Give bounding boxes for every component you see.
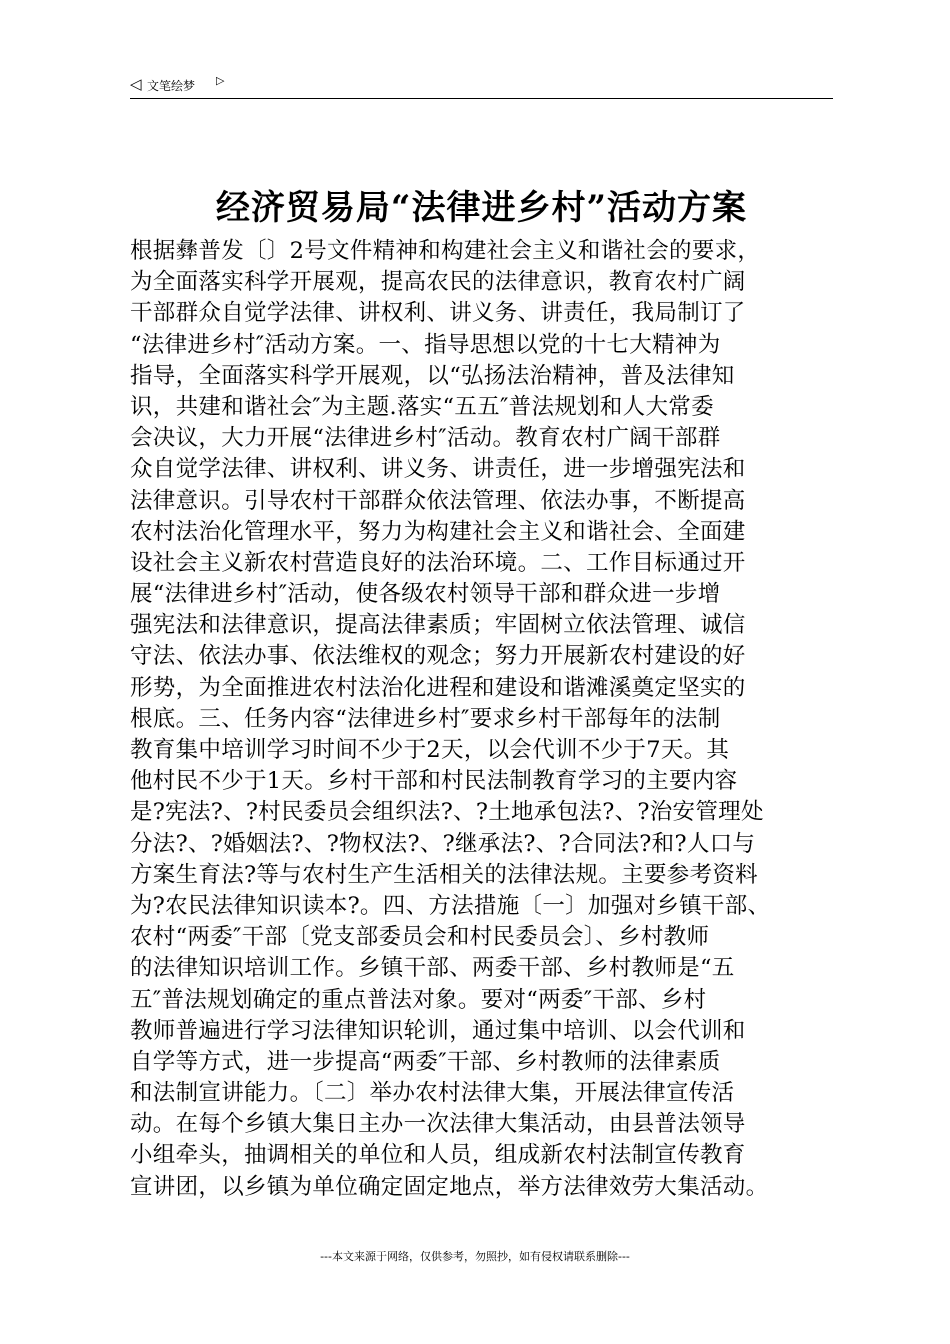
- body-line: 会决议，大力开展“法律进乡村″活动。教育农村广阔干部群: [130, 425, 721, 452]
- document-title: 经济贸易局“法律进乡村”活动方案: [215, 188, 748, 228]
- body-line: 农村“两委″干部〔党支部委员会和村民委员会〕、乡村教师: [130, 924, 710, 951]
- body-line: 教育集中培训学习时间不少于2天，以会代训不少于7天。其: [130, 737, 730, 763]
- body-line: 自学等方式，进一步提高“两委″干部、乡村教师的法律素质: [130, 1048, 721, 1075]
- body-line: 指导，全面落实科学开展观，以“弘扬法治精神，普及法律知: [130, 362, 735, 389]
- body-line: 法律意识。引导农村干部群众依法管理、依法办事，不断提高: [130, 487, 746, 514]
- triangle-left-icon: ◁: [130, 75, 142, 93]
- body-line: 识，共建和谐社会″为主题.落实“五五″普法规划和人大常委: [130, 393, 714, 420]
- body-line: 根底。三、任务内容“法律进乡村″要求乡村干部每年的法制: [130, 705, 721, 732]
- body-line: 为?农民法律知识读本?。四、方法措施〔一〕加强对乡镇干部、: [130, 892, 771, 919]
- body-line: 展“法律进乡村″活动，使各级农村领导干部和群众进一步增: [130, 581, 721, 608]
- header-brand: 文笔绘梦: [147, 79, 196, 93]
- body-line: 强宪法和法律意识，提高法律素质；牢固树立依法管理、诚信: [130, 612, 746, 639]
- body-line: 的法律知识培训工作。乡镇干部、两委干部、乡村教师是“五: [130, 955, 735, 982]
- body-line: 干部群众自觉学法律、讲权利、讲义务、讲责任，我局制订了: [130, 300, 746, 327]
- body-line: 众自觉学法律、讲权利、讲义务、讲责任，进一步增强宪法和: [130, 456, 746, 483]
- document-body: [130, 236, 835, 1203]
- body-line: 方案生育法?等与农村生产生活相关的法律法规。主要参考资料: [130, 861, 758, 888]
- body-line: 教师普遍进行学习法律知识轮训，通过集中培训、以会代训和: [130, 1017, 746, 1044]
- body-line: 是?宪法?、?村民委员会组织法?、?土地承包法?、?治安管理处: [130, 799, 764, 826]
- body-line: 小组牵头，抽调相关的单位和人员，组成新农村法制宣传教育: [130, 1142, 746, 1169]
- body-line: 守法、依法办事、依法维权的观念；努力开展新农村建设的好: [130, 643, 746, 670]
- body-line: 分法?、?婚姻法?、?物权法?、?继承法?、?合同法?和?人口与: [130, 830, 756, 857]
- body-line: 形势，为全面推进农村法治化进程和建设和谐滩溪奠定坚实的: [130, 674, 746, 701]
- body-line: 五″普法规划确定的重点普法对象。要对“两委″干部、乡村: [130, 986, 707, 1013]
- body-line: 农村法治化管理水平，努力为构建社会主义和谐社会、全面建: [130, 518, 746, 545]
- body-line: 设社会主义新农村营造良好的法治环境。二、工作目标通过开: [130, 549, 746, 576]
- body-line: 动。在每个乡镇大集日主办一次法律大集活动，由县普法领导: [130, 1111, 746, 1138]
- body-line: 为全面落实科学开展观，提高农民的法律意识，教育农村广阔: [130, 269, 746, 296]
- body-line: 他村民不少于1天。乡村干部和村民法制教育学习的主要内容: [130, 768, 738, 795]
- page-footer: ---本文来源于网络，仅供参考，勿照抄，如有侵权请联系删除---: [320, 1250, 630, 1263]
- triangle-right-icon: ▷: [216, 74, 225, 87]
- page-header: [130, 74, 833, 99]
- body-line: “法律进乡村″活动方案。一、指导思想以党的十七大精神为: [130, 331, 721, 358]
- body-line: 宣讲团，以乡镇为单位确定固定地点，举方法律效劳大集活动。: [130, 1173, 769, 1200]
- body-line: 根据彝普发〔〕2号文件精神和构建社会主义和谐社会的要求，: [130, 238, 761, 264]
- body-line: 和法制宣讲能力。〔二〕举办农村法律大集，开展法律宣传活: [130, 1080, 735, 1107]
